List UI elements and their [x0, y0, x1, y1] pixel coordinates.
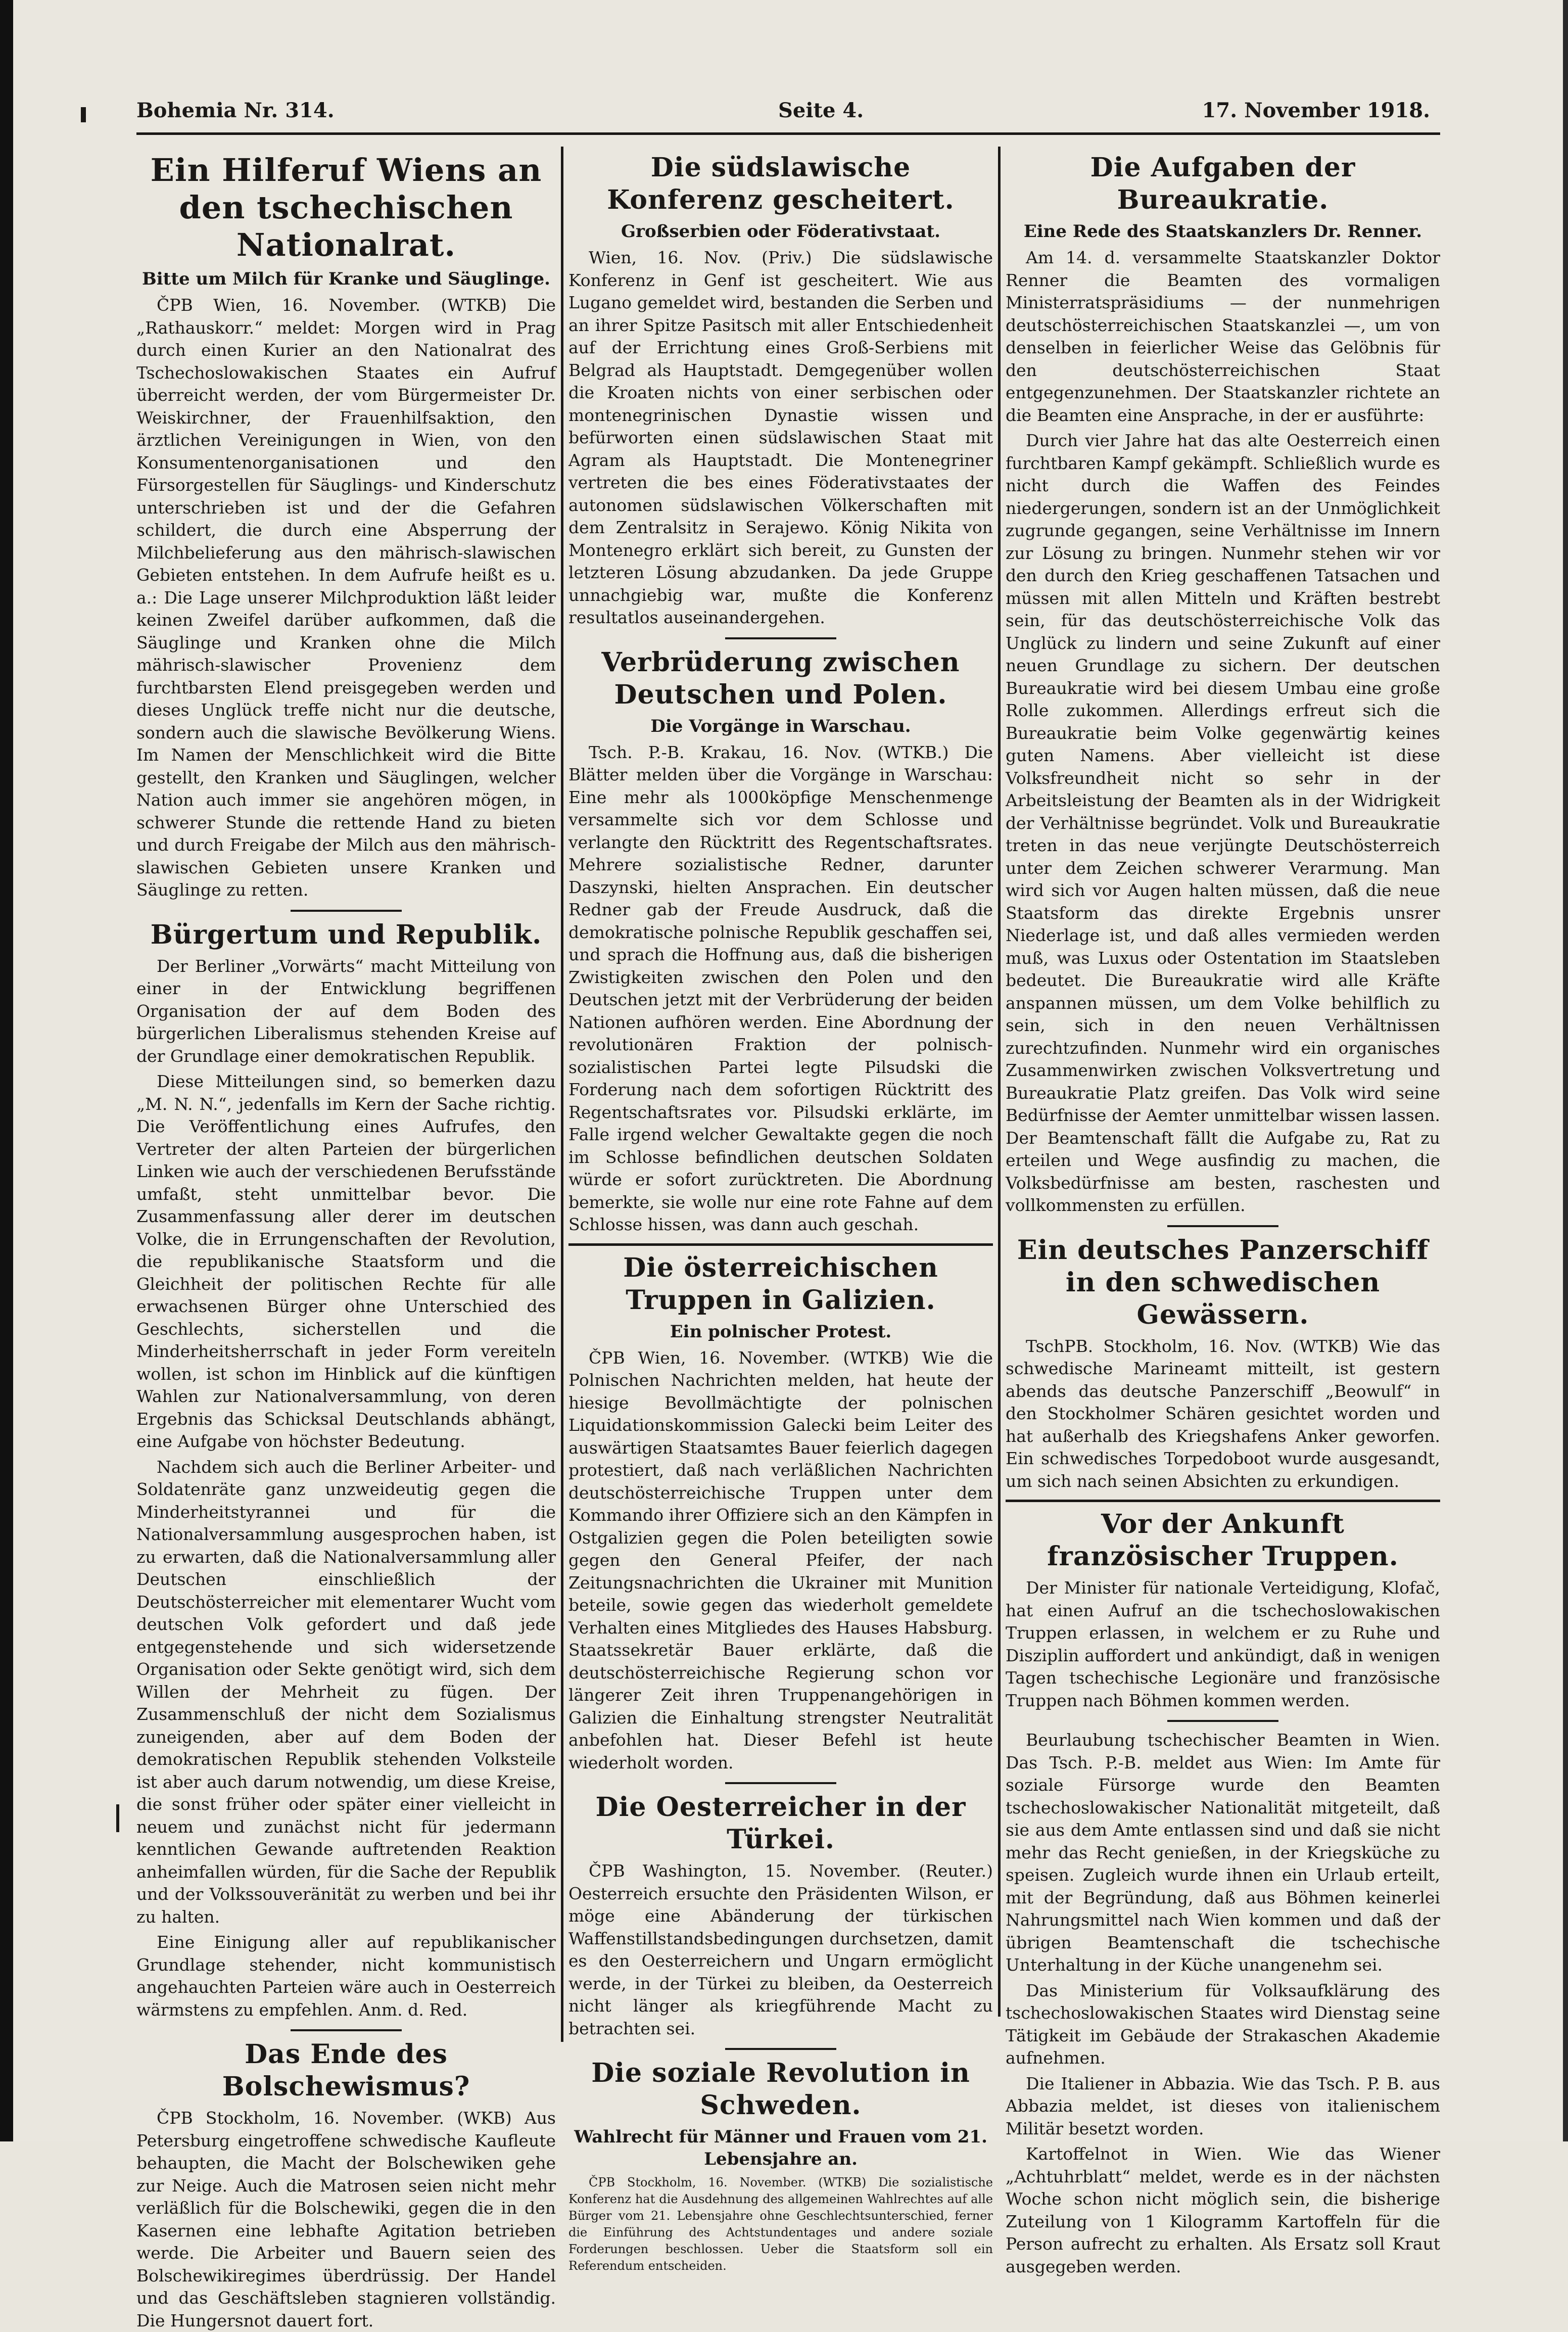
article-separator: [725, 637, 836, 639]
page-header: [136, 94, 1430, 129]
article-title: Bürgertum und Republik.: [150, 919, 542, 950]
column-divider-1: [561, 147, 563, 2042]
article-title: Die soziale Revolution in Schweden.: [591, 2058, 970, 2121]
article-subtitle: Großserbien oder Föderativstaat.: [621, 221, 940, 242]
article-paragraph: Der Minister für nationale Verteidigung, Klofač, hat einen Aufruf an die tschechoslowakischen Truppen erlassen, in welchem er zu Ruhe und Disziplin auffordert und ankündigt, daß in wenigen Tagen tschechische Legionäre und französische Truppen nach Böhmen kommen werden.: [1006, 1578, 1440, 1710]
article-paragraph: Beurlaubung tschechischer Beamten in Wien. Das Tsch. P.-B. meldet aus Wien: Im Amte für soziale Fürsorge wurde den Beamten tschechoslowakischer Nationalität mitgeteilt, daß sie aus dem Amte entlassen sind und daß sie nicht mehr das Recht genießen, in der Kriegsküche zu speisen. Zugleich wurde ihnen ein Urlaub erteilt, mit der Begründung, daß aus Böhmen keinerlei Nahrungsmittel nach Wien kommen und daß der übrigen Beamtenschaft die tschechische Unterhaltung in der Küche unangenehm sei.: [1006, 1730, 1440, 1975]
issue-date: 17. November 1918.: [1202, 99, 1430, 122]
article-subtitle: Wahlrecht für Männer und Frauen vom 21. Lebensjahre an.: [574, 2127, 987, 2169]
article-title: Die südslawische Konferenz gescheitert.: [607, 152, 955, 215]
article-paragraph: ČPB Washington, 15. November. (Reuter.) Oesterreich ersuchte den Präsidenten Wilson, er möge eine Abänderung der türkischen Waffenstillstandsbedingungen durchsetzen, damit es den Oesterreichern und Ungarn ermöglicht werde, in der Türkei zu bleiben, da Oesterreich nicht länger als kriegführende Macht zu betrachten sei.: [568, 1861, 993, 2038]
article-subtitle: Bitte um Milch für Kranke und Säuglinge.: [141, 269, 551, 289]
article-subtitle: Die Vorgänge in Warschau.: [650, 716, 911, 736]
article-paragraph: Das Ministerium für Volksaufklärung des tschechoslowakischen Staates wird Dienstag seine Tätigkeit im Gebäude der Strakaschen Akademie aufnehmen.: [1006, 1980, 1440, 2068]
article-separator: [725, 2048, 836, 2050]
article-title: Die Aufgaben der Bureaukratie.: [1090, 152, 1356, 215]
article-title: Verbrüderung zwischen Deutschen und Polen.: [601, 646, 960, 710]
column-1: [136, 147, 556, 2330]
article-paragraph: TschPB. Stockholm, 16. Nov. (WTKB) Wie das schwedische Marineamt mitteilt, ist gestern abends das deutsche Panzerschiff „Beowulf“ in den Stockholmer Schären gesichtet worden und hat außerhalb des Kriegshafens Anker geworfen. Ein schwedisches Torpedoboot wurde ausgesandt, um sich nach seinen Absichten zu erkundigen.: [1006, 1336, 1440, 1491]
masthead-issue: Bohemia Nr. 314.: [136, 99, 335, 122]
article-separator: [1006, 1500, 1440, 1502]
scan-edge-right: [1563, 0, 1568, 2141]
article-separator: [568, 1243, 993, 1246]
article-separator: [1167, 1720, 1278, 1722]
scan-mark: [81, 107, 86, 122]
article-separator: [725, 1782, 836, 1784]
article-title: Ein Hilferuf Wiens an den tschechischen Nationalrat.: [150, 152, 542, 263]
article-subtitle: Ein polnischer Protest.: [670, 1321, 892, 1342]
article-paragraph: Die Italiener in Abbazia. Wie das Tsch. P. B. aus Abbazia meldet, ist dieses von italienischem Militär besetzt worden.: [1006, 2073, 1440, 2138]
article-title: Die Oesterreicher in der Türkei.: [595, 1792, 966, 1855]
article-title: Vor der Ankunft französischer Truppen.: [1047, 1509, 1399, 1572]
page-number: Seite 4.: [778, 99, 864, 122]
column-divider-2: [998, 147, 1001, 2017]
article-paragraph: Eine Einigung aller auf republikanischer Grundlage stehender, nicht kommunistisch angehauchten Parteien wäre auch in Oesterreich wärmstens zu empfehlen. Anm. d. Red.: [136, 1932, 556, 2020]
scan-edge-left: [0, 0, 13, 2141]
article-paragraph: Der Berliner „Vorwärts“ macht Mitteilung von einer in der Entwicklung begriffenen Organisation der auf dem Boden des bürgerlichen Liberalismus stehenden Kreise auf der Grundlage einer demokratischen Republik.: [136, 956, 556, 1066]
article-paragraph: Diese Mitteilungen sind, so bemerken dazu „M. N. N.“, jedenfalls im Kern der Sache richtig. Die Veröffentlichung eines Aufrufes, den Vertreter der alten Parteien der bürgerlichen Linken wie auch der verschiedenen Berufsstände umfaßt, steht unmittelbar bevor. Die Zusammenfassung aller derer im deutschen Volke, die in Errungenschaften der Revolution, die republikanische Staatsform und die Gleichheit der politischen Rechte für alle erwachsenen Bürger ohne Unterschied des Geschlechts, sicherstellen und die Minderheitsherrschaft in jeder Form vereiteln wollen, ist schon im Hinblick auf die künftigen Wahlen zur Nationalversammlung, von deren Ergebnis das Schicksal Deutschlands abhängt, eine Aufgabe von höchster Bedeutung.: [136, 1071, 556, 1451]
article-paragraph: ČPB Stockholm, 16. November. (WKB) Aus Petersburg eingetroffene schwedische Kaufleute behaupten, die Macht der Bolschewiken gehe zur Neige. Auch die Matrosen seien nicht mehr verläßlich für die Bolschewiki, gegen die in den Kasernen eine lebhafte Agitation betrieben werde. Die Arbeiter und Bauern seien des Bolschewikiregimes überdrüssig. Der Handel und das Geschäftsleben stagnieren vollständig. Die Hungersnot dauert fort.: [136, 2108, 556, 2330]
article-paragraph: Tsch. P.-B. Krakau, 16. Nov. (WTKB.) Die Blätter melden über die Vorgänge in Warschau: Eine mehr als 1000köpfige Menschenmenge versammelte sich vor dem Schlosse und verlangte den Rücktritt des Regentschaftsrates. Mehrere sozialistische Redner, darunter Daszynski, hielten Ansprachen. Ein deutscher Redner gab der Freude Ausdruck, daß die demokratische polnische Republik geschaffen sei, und sprach die Hoffnung aus, daß die bisherigen Zwistigkeiten zwischen den Polen und den Deutschen jetzt mit der Verbrüderung der beiden Nationen aufhören werden. Eine Abordnung der revolutionären Fraktion der polnisch-sozialistischen Partei legte Pilsudski die Forderung nach dem sofortigen Rücktritt des Regentschaftsrates vor. Pilsudski erklärte, im Falle irgend welcher Gewaltakte gegen die noch im Schlosse befindlichen deutschen Soldaten würde er sofort zurücktreten. Die Abordnung bemerkte, sie wolle nur eine rote Fahne auf dem Schlosse hissen, was dann auch geschah.: [568, 742, 993, 1234]
column-3: [1006, 147, 1440, 2276]
article-paragraph: Am 14. d. versammelte Staatskanzler Doktor Renner die Beamten des vormaligen Ministerratspräsidiums — der nunmehrigen deutschösterreichischen Staatskanzlei —, um von denselben in feierlicher Weise das Gelöbnis für den deutschösterreichischen Staat entgegenzunehmen. Der Staatskanzler richtete an die Beamten eine Ansprache, in der er ausführte:: [1006, 248, 1440, 425]
article-subtitle: Eine Rede des Staatskanzlers Dr. Renner.: [1023, 221, 1422, 242]
article-paragraph: Durch vier Jahre hat das alte Oesterreich einen furchtbaren Kampf gekämpft. Schließlich wurde es nicht durch die Waffen des Feindes niedergerungen, sondern ist an der Unmöglichkeit zugrunde gegangen, seine Verhältnisse im Innern zur Lösung zu bringen. Nunmehr stehen wir vor den durch den Krieg geschaffenen Tatsachen und müssen mit allen Mitteln und Kräften bestrebt sein, für das deutschösterreichische Volk das Unglück zu lindern und seine Zukunft auf einer neuen Grundlage zu sichern. Der deutschen Bureaukratie wird bei diesem Umbau eine große Rolle zukommen. Allerdings erfreut sich die Bureaukratie beim Volke gegenwärtig keines guten Namens. Aber vielleicht ist diese Volksfreundheit nicht so sehr in der Arbeitsleistung der Beamten als in der Widrigkeit der Verhältnisse begründet. Volk und Bureaukratie treten in das neue verjüngte Deutschösterreich unter dem Zeichen schwerer Verarmung. Man wird sich vor Augen halten müssen, daß die neue Staatsform das direkte Ergebnis unsrer Niederlage ist, und daß alles vermieden werden muß, was Luxus oder Ostentation im Staatsleben bedeutet. Die Bureaukratie wird alle Kräfte anspannen müssen, um dem Volke behilflich zu sein, sich in den neuen Verhältnissen zurechtzufinden. Nunmehr wird ein organisches Zusammenwirken zwischen Volksvertretung und Bureaukratie Platz greifen. Das Volk wird seine Bedürfnisse der Aemter unmittelbar wissen lassen. Der Beamtenschaft fällt die Aufgabe zu, Rat zu erteilen und Wege ausfindig zu machen, die Volksbedürfnisse am besten, raschesten und vollkommensten zu erfüllen.: [1006, 431, 1440, 1215]
article-paragraph: ČPB Wien, 16. November. (WTKB) Die „Rathauskorr.“ meldet: Morgen wird in Prag durch einen Kurier an den Nationalrat des Tschechoslowakischen Staates ein Aufruf überreicht werden, der vom Bürgermeister Dr. Weiskirchner, der Frauenhilfsaktion, den ärztlichen Vereinigungen in Wien, von den Konsumentenorganisationen und den Fürsorgestellen für Säuglings- und Kinderschutz unterschrieben ist und der die Gefahren schildert, die durch eine Absperrung der Milchbelieferung aus den mährisch-slawischen Gebieten entstehen. In dem Aufrufe heißt es u. a.: Die Lage unserer Milchproduktion läßt leider keinen Zweifel darüber aufkommen, daß die Säuglinge und Kranken ohne die Milch mährisch-slawischer Provenienz dem furchtbarsten Elend preisgegeben werden und dieses Unglück treffe nicht nur die deutsche, sondern auch die slawische Bevölkerung Wiens. Im Namen der Menschlichkeit wird die Bitte gestellt, den Kranken und Säuglingen, welcher Nation auch immer sie angehören mögen, in schwerer Stunde die rettende Hand zu bieten und durch Freigabe der Milch aus den mährisch-slawischen Gebieten unsere Kranken und Säuglinge zu retten.: [136, 295, 556, 900]
article-paragraph: Wien, 16. Nov. (Priv.) Die südslawische Konferenz in Genf ist gescheitert. Wie aus Lugano gemeldet wird, bestanden die Serben und an ihrer Spitze Pasitsch mit aller Entschiedenheit auf der Errichtung eines Groß-Serbiens mit Belgrad als Hauptstadt. Demgegenüber wollen die Kroaten nichts von einer serbischen oder montenegrinischen Dynastie wissen und befürworten einen südslawischen Staat mit Agram als Hauptstadt. Die Montenegriner vertreten die bes eines Föderativstaates der autonomen südslawischen Völkerschaften mit dem Zentralsitz in Serajewo. König Nikita von Montenegro erklärt sich bereit, zu Gunsten der letzteren Lösung abzudanken. Da jede Gruppe unnachgiebig war, mußte die Konferenz resultatlos auseinandergehen.: [568, 248, 993, 627]
article-paragraph: Nachdem sich auch die Berliner Arbeiter- und Soldatenräte ganz unzweideutig gegen die Minderheitstyrannei und für die Nationalversammlung ausgesprochen haben, ist zu erwarten, daß die Nationalversammlung aller Deutschen einschließlich der Deutschösterreicher mit elementarer Wucht vom deutschen Volk gefordert und daß jede entgegenstehende und sich widersetzende Organisation oder Sekte genötigt wird, sich dem Willen der Mehrheit zu fügen. Der Zusammenschluß der nicht dem Sozialismus zuneigenden, aber auf dem Boden der demokratischen Republik stehenden Volksteile ist aber auch darum notwendig, um diese Kreise, die sonst früher oder später einer vielleicht in neuem und zunächst nicht für jedermann kenntlichen Gewande auftretenden Reaktion anheimfallen würden, für die Sache der Republik und der Volkssouveränität zu werben und bei ihr zu halten.: [136, 1457, 556, 1927]
article-paragraph: Kartoffelnot in Wien. Wie das Wiener „Achtuhrblatt“ meldet, werde es in der nächsten Woche schon nicht möglich sein, die bisherige Zuteilung von 1 Kilogramm Kartoffeln für die Person aufrecht zu erhalten. Als Ersatz soll Kraut ausgegeben werden.: [1006, 2144, 1440, 2276]
article-separator: [1167, 1225, 1278, 1227]
header-rule: [136, 132, 1440, 135]
scan-mark: [116, 1804, 119, 1832]
column-2: [568, 147, 993, 2273]
article-paragraph: ČPB Wien, 16. November. (WTKB) Wie die Polnischen Nachrichten melden, hat heute der hiesige Bevollmächtigte der polnischen Liquidationskommission Galecki beim Leiter des auswärtigen Staatsamtes Bauer feierlich dagegen protestiert, daß nach verläßlichen Nachrichten deutschösterreichische Truppen unter dem Kommando ihrer Offiziere sich an den Kämpfen in Ostgalizien gegen die Polen beteiligten sowie gegen den General Pfeifer, der nach Zeitungsnachrichten die Ukrainer mit Munition beteile, sowie gegen das wiederholt gemeldete Verhalten eines Mitgliedes des Hauses Habsburg. Staatssekretär Bauer erklärte, daß die deutschösterreichische Regierung schon vor längerer Zeit ihren Truppenangehörigen in Galizien die Einhaltung strengster Neutralität anbefohlen hat. Dieser Befehl ist heute wiederholt worden.: [568, 1347, 993, 1773]
article-separator: [291, 2029, 402, 2031]
article-title: Das Ende des Bolschewismus?: [222, 2039, 470, 2102]
article-title: Ein deutsches Panzerschiff in den schwedischen Gewässern.: [1017, 1234, 1429, 1330]
article-paragraph: ČPB Stockholm, 16. November. (WTKB) Die sozialistische Konferenz hat die Ausdehnung des allgemeinen Wahlrechtes auf alle Bürger vom 21. Lebensjahre ohne Geschlechtsunterschied, ferner die Einführung des Achtstundentages und andere soziale Forderungen beschlossen. Ueber die Staatsform soll ein Referendum entscheiden.: [568, 2175, 993, 2273]
article-title: Die österreichischen Truppen in Galizien.: [623, 1252, 938, 1316]
article-separator: [291, 910, 402, 912]
